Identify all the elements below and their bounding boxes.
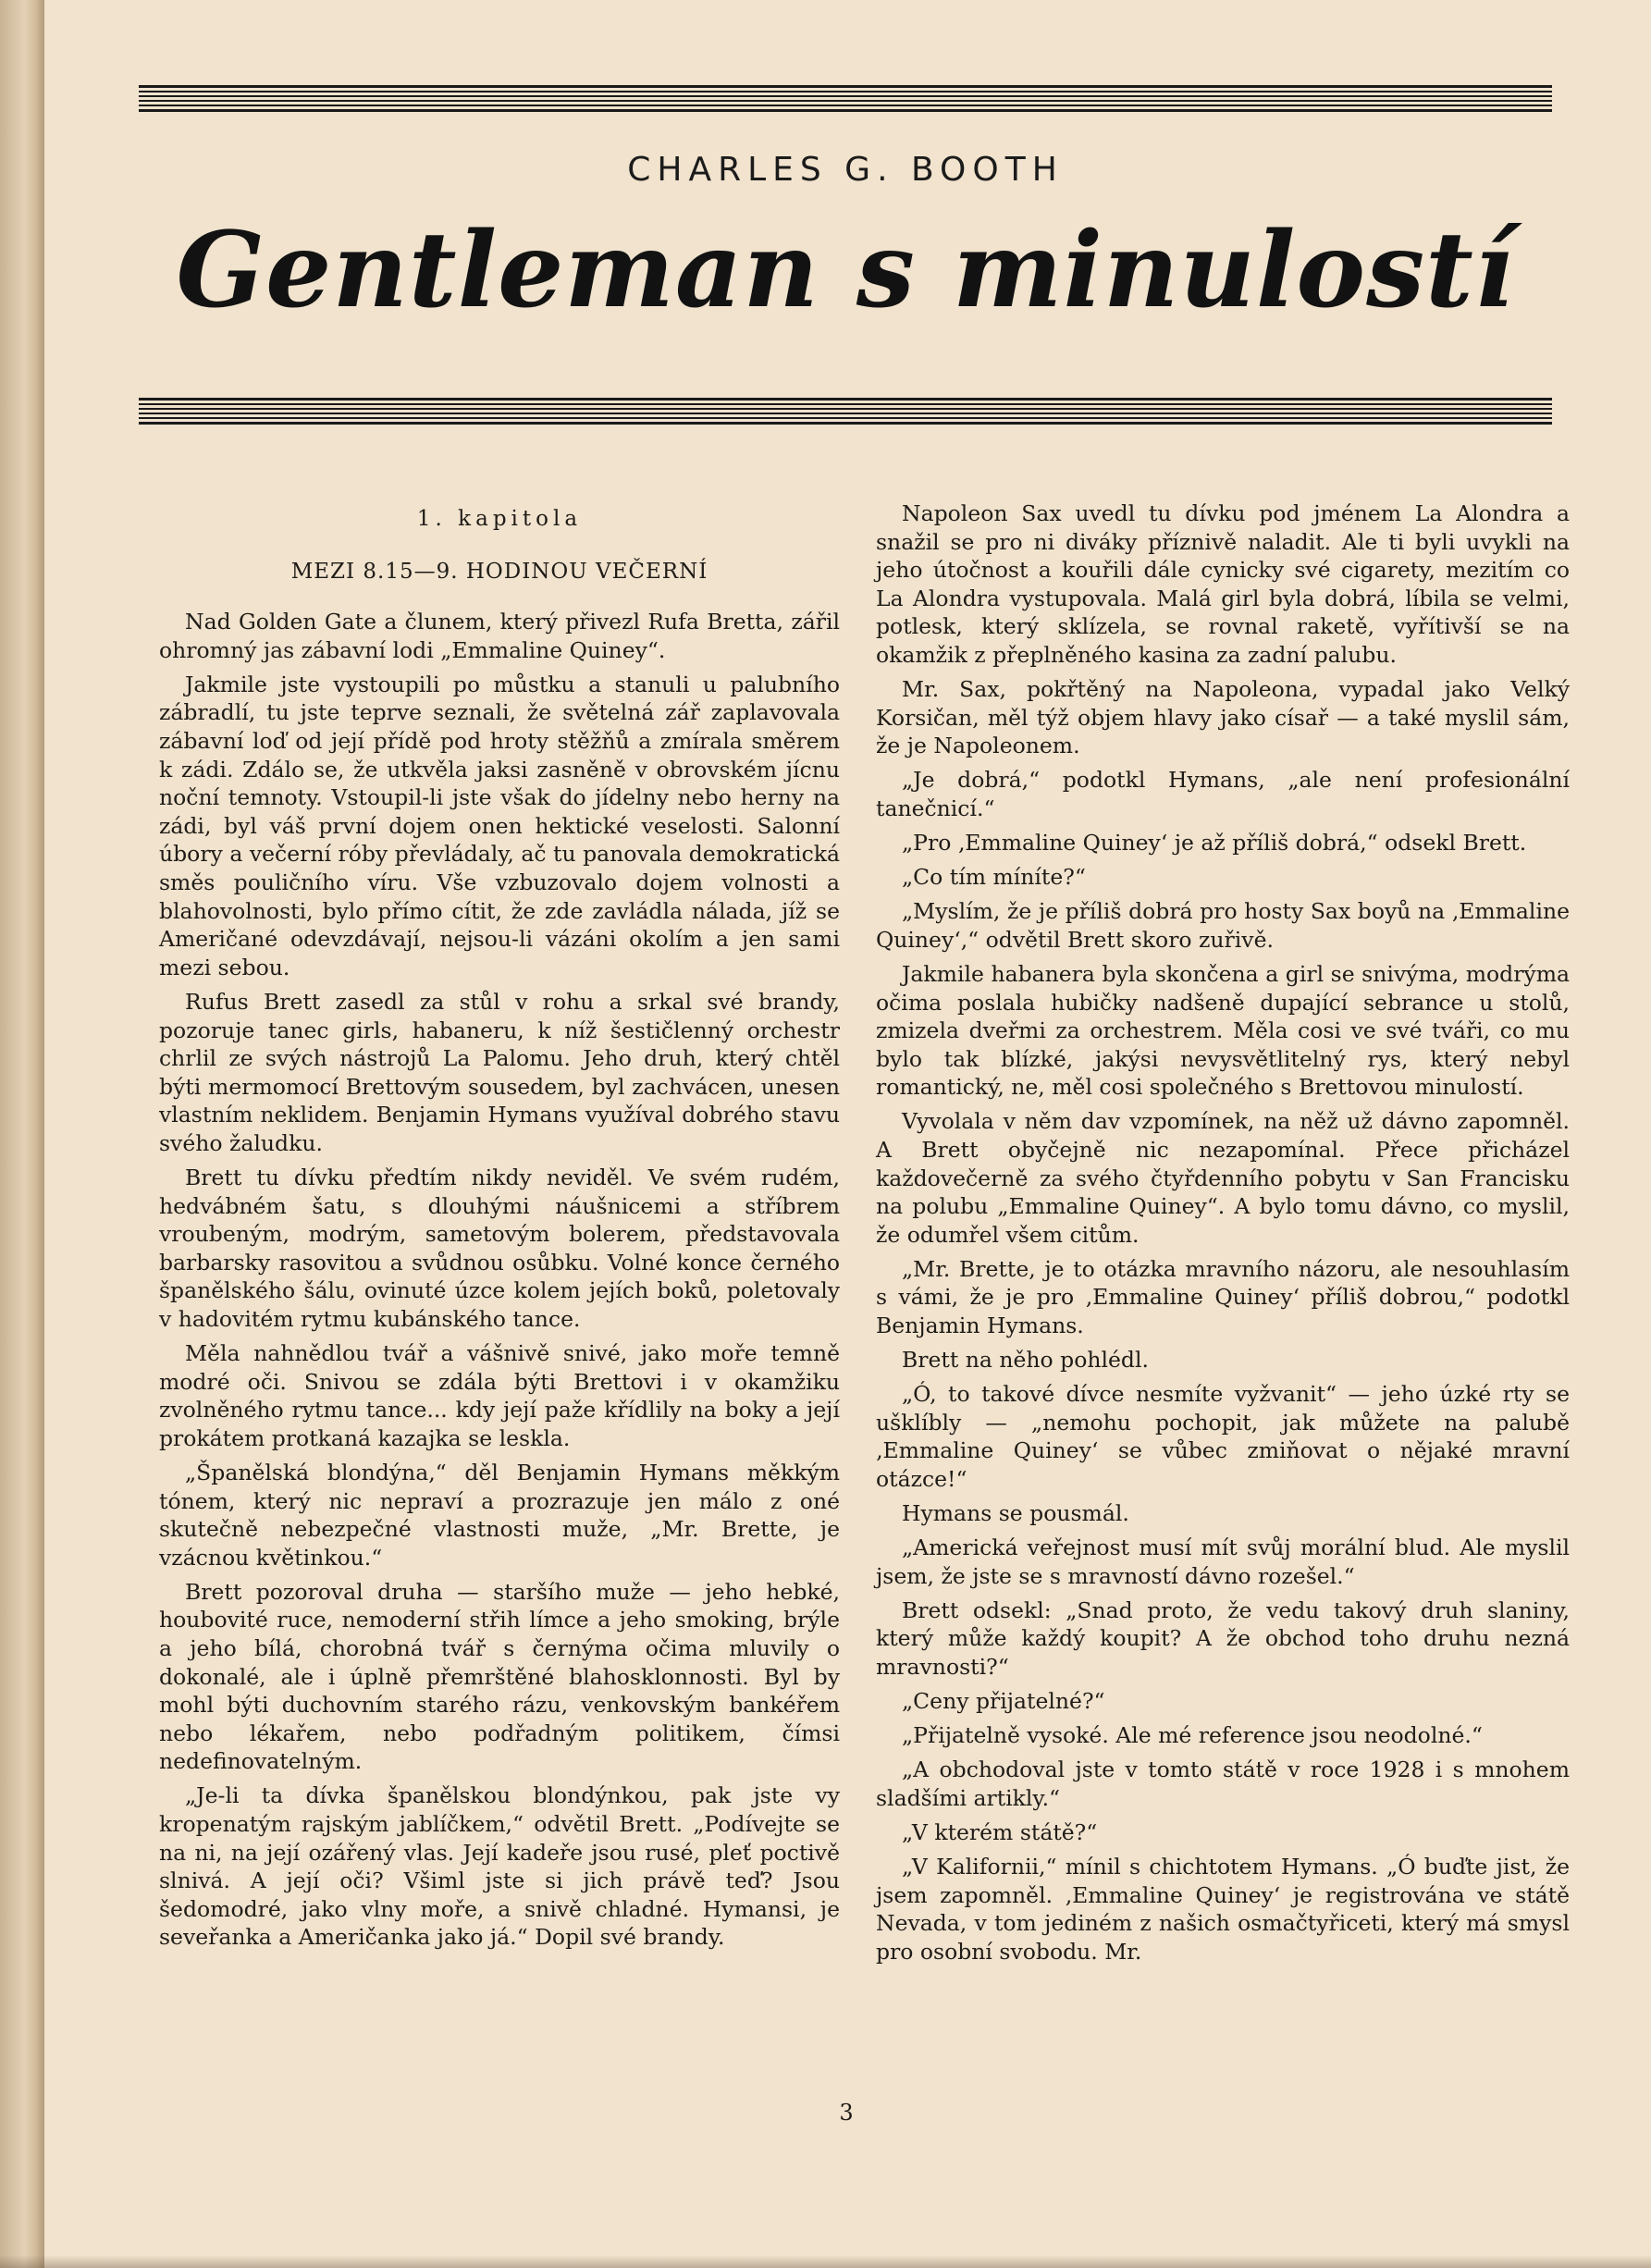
paragraph: „Španělská blondýna,“ děl Benjamin Hymans měkkým tónem, který nic neprаví a prozrazuje jen málo z oné skutečně nebezpečné vlastnosti muže, „Mr. Brette, je vzácnou květinkou.“ [159, 1459, 840, 1571]
header-rules-bottom [139, 398, 1552, 427]
header-rules-top [139, 85, 1552, 115]
paragraph: Rufus Brett zasedl za stůl v rohu a srkal své brandy, pozoruje tanec girls, habaneru, k níž šestičlenný orchestr chrlil ze svých nástrojů La Palomu. Jeho druh, který chtěl býti mermomocí Brettovým sousedem, byl zachvácen, unesen vlastním neklidem. Benjamin Hymans využíval dobrého stavu svého žaludku. [159, 988, 840, 1156]
paragraph: Nad Golden Gate a člunem, který přivezl Rufa Bretta, zářil ohromný jas zábavní lodi „Emmaline Quiney“. [159, 609, 840, 663]
paragraph: „A obchodoval jste v tomto státě v roce 1928 i s mnohem sladšími artikly.“ [876, 1756, 1570, 1811]
page-bottom-edge [0, 2255, 1651, 2268]
paragraph: „Přijatelně vysoké. Ale mé reference jsou neodolné.“ [902, 1722, 1483, 1749]
paragraph: „V Kalifornii,“ mínil s chichtotem Hymans. „Ó buďte jist, že jsem zapomněl. ‚Emmaline Quiney‘ je registrována ve státě Nevada, v tom jediném z našich osmačtyřiceti, který má smysl pro osobní svobodu. Mr. [876, 1854, 1570, 1965]
paragraph: Mr. Sax, pokřtěný na Napoleona, vypadal jako Velký Korsičan, měl týž objem hlavy jako císař — a také myslil sám, že je Napoleonem. [876, 676, 1570, 759]
text-column-left [159, 499, 840, 1958]
story-title: Gentleman s minulostí [176, 210, 1515, 331]
paragraph: Brett tu dívku předtím nikdy neviděl. Ve svém rudém, hedvábném šatu, s dlouhými náušnicemi a stříbrem vroubeným, modrým, sametovým bolerem, představovala barbarsky rasovitou a svůdnou osůbku. Volné konce černého španělského šálu, ovinuté úzce kolem jejích boků, poletovaly v hadovitém rytmu kubánského tance. [159, 1164, 840, 1332]
paragraph: „Je dobrá,“ podotkl Hymans, „ale není profesionální tanečnicí.“ [876, 767, 1570, 821]
paragraph: Měla nahnědlou tvář a vášnivě snivé, jako moře temně modré oči. Snivou se zdála býti Brettovi i v okamžiku zvolněného rytmu tance... kdy její paže křídlily na boky a její prokátem protkaná kazajka se leskla. [159, 1340, 840, 1451]
paragraph: „Myslím, že je příliš dobrá pro hosty Sax boyů na ‚Emmaline Quiney‘,“ odvětil Brett skoro zuřivě. [876, 898, 1570, 953]
paragraph: „Pro ‚Emmaline Quiney‘ je až příliš dobrá,“ odsekl Brett. [902, 830, 1527, 857]
paragraph: Brett odsekl: „Snad proto, že vedu takový druh slaniny, který může každý koupit? A že obchod toho druhu nezná mravnosti?“ [876, 1596, 1570, 1681]
paragraph: Brett pozoroval druha — staršího muže — jeho hebké, houbovité ruce, nemoderní střih límce a jeho smoking, brýle a jeho bílá, chorobná tvář s černýma očima mluvily o dokonalé, ale i úplně přemrštěné blahosklonnosti. Byl by mohl býti duchovním starého rázu, venkovským bankéřem nebo lékařem, nebo podřadným politikem, čímsi nedefinovatelným. [159, 1578, 840, 1775]
author-name: CHARLES G. BOOTH [627, 151, 1064, 189]
paragraph: „Ceny přijatelné?“ [902, 1688, 1105, 1715]
paragraph: Brett na něho pohlédl. [902, 1347, 1149, 1374]
paragraph: Vyvolala v něm dav vzpomínek, na něž už dávno zapomněl. A Brett obyčejně nic nezapomínal. Přece přicházel každovečerně za svého čtyřdenního pobytu v San Francisku na polubu „Emmaline Quiney“. A bylo tomu dávno, co myslil, že odumřel všem citům. [876, 1108, 1570, 1248]
text-column-right [876, 499, 1570, 1972]
paragraph: Jakmile habanera byla skončena a girl se snivýma, modrýma očima poslala hubičky nadšeně dupající sebrance u stolů, zmizela dveřmi za orchestrem. Měla cosi ve své tváři, co mu bylo tak blízké, jakýsi nevysvětlitelný rys, který nebyl romantický, ne, měl cosi společného s Brettovou minulostí. [876, 960, 1570, 1101]
paragraph: „Co tím míníte?“ [902, 864, 1086, 891]
paragraph: „V kterém státě?“ [902, 1819, 1098, 1846]
chapter-subtitle: MEZI 8.15—9. HODINOU VEČERNÍ [290, 559, 708, 584]
paragraph: „Americká veřejnost musí mít svůj morální blud. Ale myslil jsem, že jste se s mravností dávno rozešel.“ [876, 1535, 1570, 1589]
paragraph: „Je-li ta dívka španělskou blondýnkou, pak jste vy kropenatým rajským jablíčkem,“ odvětil Brett. „Podívejte se na ni, na její ozářený vlas. Její kadeře jsou rusé, pleť poctivě slnivá. A její oči? Všiml jste si jich právě teď? Jsou šedomodré, jako vlny moře, a snivě chladné. Hymansi, je seveřanka a Američanka jako já.“ Dopil své brandy. [159, 1782, 840, 1951]
chapter-number: 1. kapitola [416, 507, 583, 531]
book-spine [0, 0, 44, 2268]
paragraph: „Ó, to takové dívce nesmíte vyžvanit“ — jeho úzké rty se ušklíbly — „nemohu pochopit, jak můžete na palubě ‚Emmaline Quiney‘ se vůbec zmiňovat o nějaké mravní otázce!“ [876, 1381, 1570, 1492]
page-number: 3 [839, 2100, 854, 2126]
paragraph: „Mr. Brette, je to otázka mravního názoru, ale nesouhlasím s vámi, že je pro ‚Emmaline Quiney‘ příliš dobrou,“ podotkl Benjamin Hymans. [876, 1255, 1570, 1339]
paragraph: Hymans se pousmál. [902, 1500, 1129, 1527]
paragraph: Napoleon Sax uvedl tu dívku pod jménem La Alondra a snažil se pro ni diváky příznivě naladit. Ale ti byli uvykli na jeho útočnost a kouřili dále cynicky své cigarety, mezitím co La Alondra vystupovala. Malá girl byla dobrá, líbila se velmi, potlesk, který sklízela, se rovnal raketě, vyřítivší se na okamžik z přeplněného kasina za zadní palubu. [876, 500, 1570, 668]
paragraph: Jakmile jste vystoupili po můstku a stanuli u palubního zábradlí, tu jste teprve seznali, že světelná zář zaplavovala zábavní loď od její přídě pod hroty stěžňů a zmírala směrem k zádi. Zdálo se, že utkvěla jaksi zasněně v obrovském jícnu noční temnoty. Vstoupil-li jste však do jídelny nebo herny na zádi, byl váš první dojem onen hektické veselosti. Salonní úbory a večerní róby převládaly, ač tu panovala demokratická směs pouličního víru. Vše vzbuzovalo dojem volnosti a blahovolnosti, bylo přímo cítit, že zde zavládla nálada, jíž se Američané odevzdávají, nejsou-li vázáni okolím a jen sami mezi sebou. [159, 671, 840, 980]
